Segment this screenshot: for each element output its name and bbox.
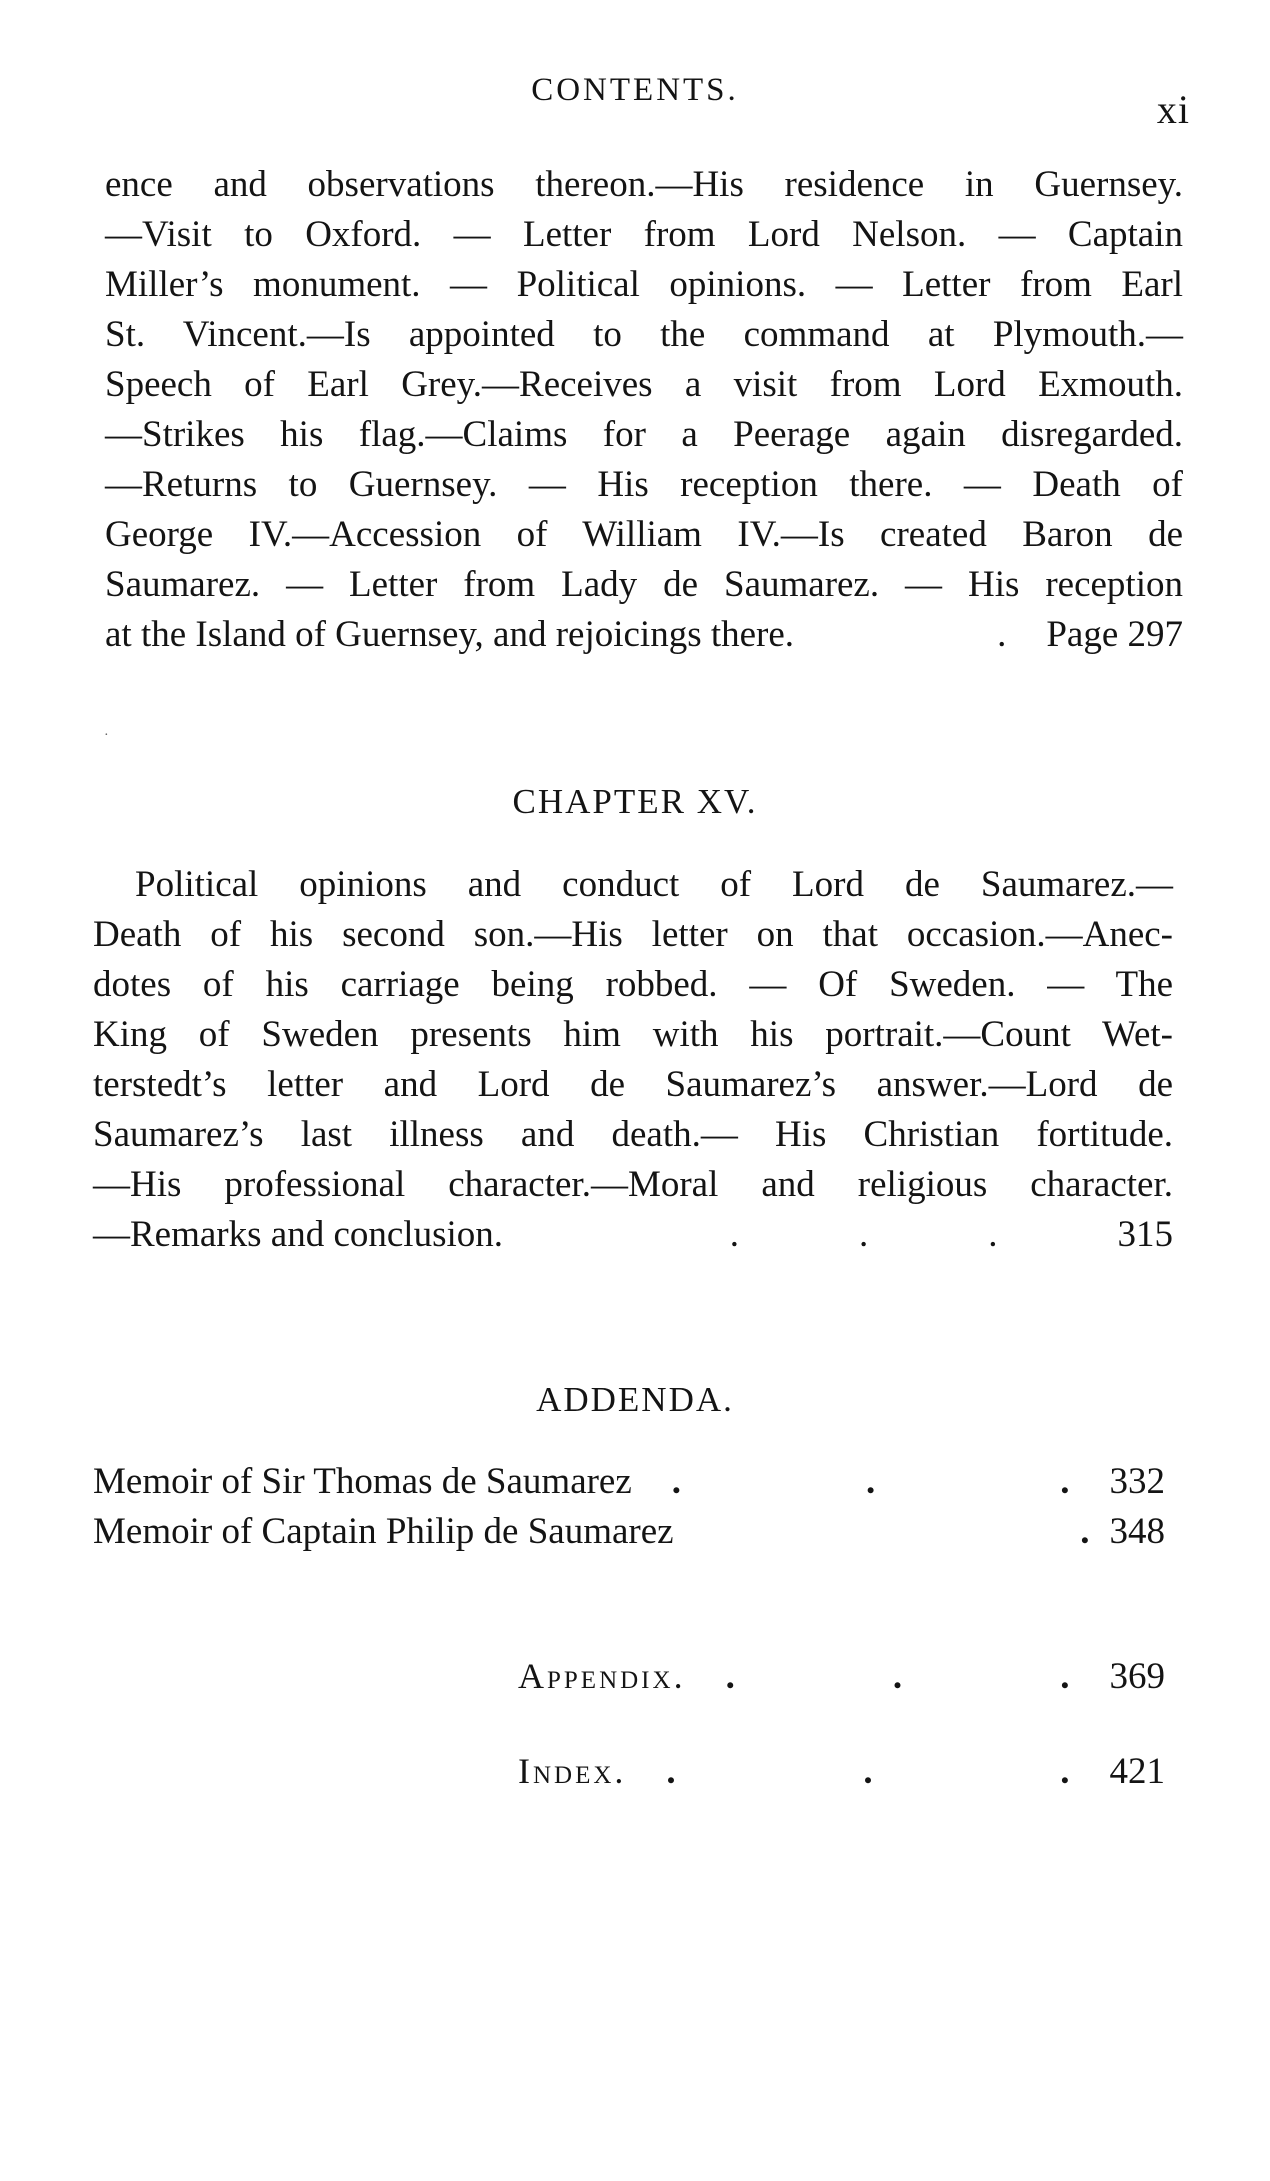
summary-line: Political opinions and conduct of Lord de Saumarez.— (135, 864, 1173, 905)
leader-dots: . . . (725, 1656, 1070, 1697)
entry-page: 421 (1109, 1751, 1165, 1792)
toc-entry-index (518, 1750, 1165, 1793)
summary-line: —Visit to Oxford. — Letter from Lord Nelson. — Captain (105, 214, 1183, 255)
summary-line: St. Vincent.—Is appointed to the command at Plymouth.— (105, 314, 1183, 355)
toc-entry (93, 1510, 1165, 1553)
summary-line: —Returns to Guernsey. — His reception there. — Death of (105, 464, 1183, 505)
summary-line-text: —Remarks and conclusion. (93, 1214, 503, 1255)
chapter-heading: CHAPTER XV. (512, 782, 758, 821)
summary-line: terstedt’s letter and Lord de Saumarez’s answer.—Lord de (93, 1064, 1173, 1105)
entry-title: Memoir of Sir Thomas de Saumarez (93, 1461, 632, 1502)
entry-page: 332 (1109, 1461, 1165, 1502)
leader-dot: . (729, 1214, 739, 1255)
chapter-xv-summary (93, 860, 1173, 1260)
summary-line: dotes of his carriage being robbed. — Of Sweden. — The (93, 964, 1173, 1005)
summary-line: —Strikes his flag.—Claims for a Peerage again disregarded. (105, 414, 1183, 455)
entry-title: Index. (518, 1751, 627, 1791)
summary-line: Speech of Earl Grey.—Receives a visit from Lord Exmouth. (105, 364, 1183, 405)
page-reference: Page 297 (1046, 614, 1183, 655)
leader-dot: . (859, 1214, 869, 1255)
summary-line: Saumarez. — Letter from Lady de Saumarez. — His reception (105, 564, 1183, 605)
entry-page: 348 (1109, 1511, 1165, 1552)
summary-line: George IV.—Accession of William IV.—Is created Baron de (105, 514, 1183, 555)
toc-entry (93, 1460, 1165, 1503)
addenda-heading: ADDENDA. (536, 1380, 734, 1419)
summary-line: King of Sweden presents him with his portrait.—Count Wet- (93, 1014, 1173, 1055)
summary-last-line (105, 610, 1183, 660)
leader-dot: . (997, 614, 1007, 655)
summary-line: —His professional character.—Moral and religious character. (93, 1164, 1173, 1205)
leader-dot: . (988, 1214, 998, 1255)
page-number: xi (1156, 87, 1190, 132)
stray-ink-mark: · (104, 728, 109, 743)
summary-line: Saumarez’s last illness and death.— His Christian fortitude. (93, 1114, 1173, 1155)
summary-line: ence and observations thereon.—His residence in Guernsey. (105, 164, 1183, 205)
entry-page: 369 (1109, 1656, 1165, 1697)
leader-dots: . . . (666, 1751, 1070, 1792)
entry-title: Memoir of Captain Philip de Saumarez (93, 1511, 674, 1552)
summary-last-line (93, 1210, 1173, 1260)
chapter-xiv-summary (105, 160, 1183, 660)
summary-line-text: at the Island of Guernsey, and rejoicings there. (105, 614, 795, 655)
page-reference: 315 (1117, 1214, 1173, 1255)
toc-entry-appendix (518, 1655, 1165, 1698)
leader-dots: . . . (671, 1461, 1070, 1502)
summary-line: Miller’s monument. — Political opinions. — Letter from Earl (105, 264, 1183, 305)
entry-title: Appendix. (518, 1656, 686, 1696)
leader-dots: . (1080, 1511, 1090, 1552)
running-head: CONTENTS. (531, 72, 739, 108)
summary-line: Death of his second son.—His letter on that occasion.—Anec- (93, 914, 1173, 955)
